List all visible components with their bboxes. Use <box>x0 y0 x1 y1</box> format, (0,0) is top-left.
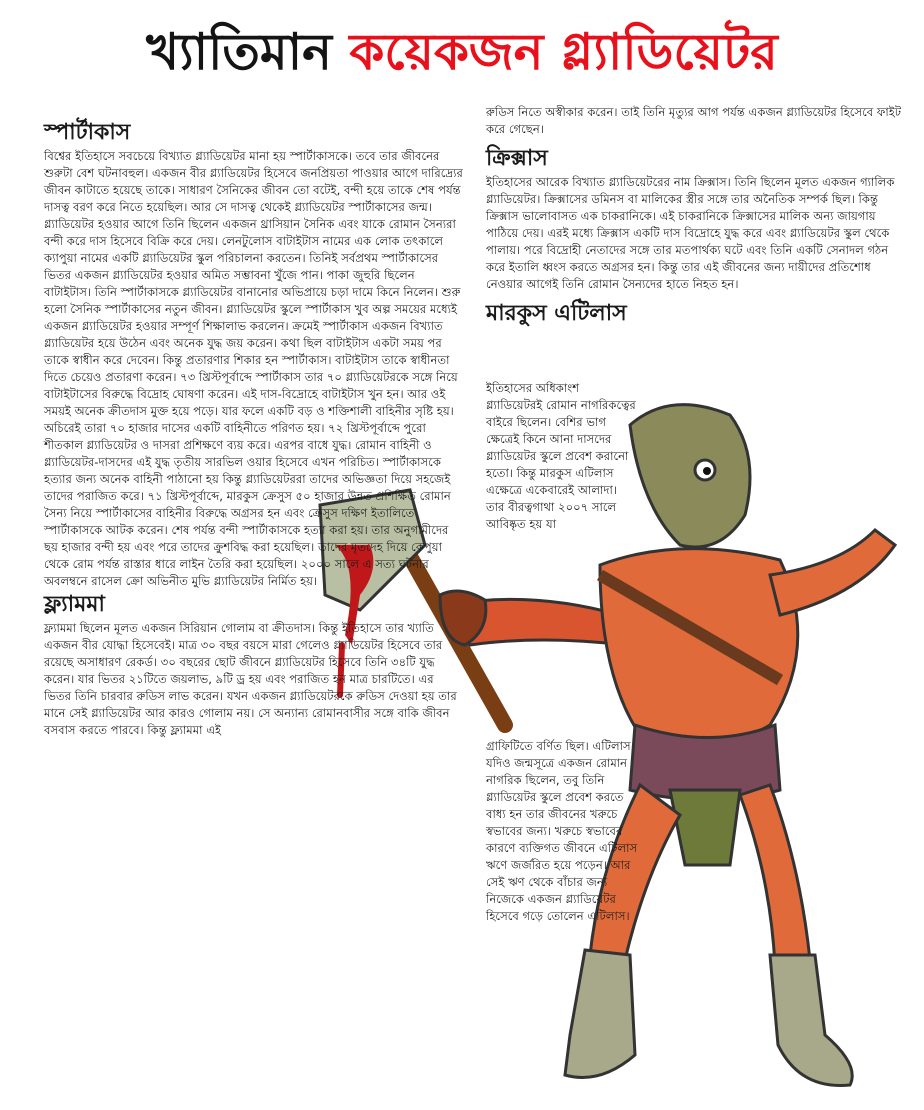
marcus-text-block <box>486 380 636 533</box>
text-spartacus: বিশ্বের ইতিহাসে সবচেয়ে বিখ্যাত গ্ল্যাডিয়েটর মানা হয় স্পার্টাকাসকে। তবে তার জীবনের শুরুটা বেশ ঘটনাবহুল। একজন বীর গ্ল্যাডিয়েটর হিসেবে জনপ্রিয়তা পাওয়ার আগে দারিদ্র্যের জীবন কাটাতে হয়েছে তাকে। সাধারণ সৈনিকের জীবন তো বটেই, বন্দী হয়ে তাকে শেষ পর্যন্ত দাসত্ব বরণ করে নিতে হয়েছিল। আর সে দাসত্ব থেকেই গ্ল্যাডিয়েটর স্পার্টাকাসের জন্ম। গ্ল্যাডিয়েটর হওয়ার আগে তিনি ছিলেন একজন থ্রাসিয়ান সৈনিক এবং যাকে রোমান সৈন্যরা বন্দী করে দাস হিসেবে বিক্রি করে দেয়। লেনটুলোস বাটাইটাস নামের এক লোক তৎকালে ক্যাপুয়া নামের একটি গ্ল্যাডিয়েটর স্কুল পরিচালনা করতেন। তিনিই সর্বপ্রথম স্পার্টাকাসের ভিতর একজন গ্ল্যাডিয়েটর হওয়ার অমিত সম্ভাবনা খুঁজে পান। পাকা জুহুরি ছিলেন বাটাইটাস। তিনি স্পার্টাকাসকে গ্ল্যাডিয়েটর বানানোর অভিপ্রায়ে চড়া দামে কিনে নিলেন। শুরু হলো সৈনিক স্পার্টাকাসের নতুন জীবন। গ্ল্যাডিয়েটর স্কুলে স্পার্টাকাস খুব অল্প সময়ের মধ্যেই একজন গ্ল্যাডিয়েটর হওয়ার সম্পূর্ণ শিক্ষালাভ করলেন। ক্রমেই স্পার্টাকাস একজন বিখ্যাত গ্ল্যাডিয়েটর হয়ে উঠেন এবং অনেক যুদ্ধ জয় করেন। কথা ছিল বাটাইটাস একটা সময় পর তাকে স্বাধীন করে দেবেন। কিন্তু প্রতারণার শিকার হন স্পার্টাকাস। বাটাইটাস তাকে স্বাধীনতা দিতে চেয়েও প্রতারণা করেন। ৭৩ খ্রিস্টপূর্বাব্দে স্পার্টাকাস তার ৭০ গ্ল্যাডিয়েটরকে সঙ্গে নিয়ে বাটাইটাসের বিরুদ্ধে বিদ্রোহ ঘোষণা করেন। এই দাস-বিদ্রোহে বাটাইটাস খুন হন। আর ওই সময়ই অনেক ক্রীতদাস মুক্ত হয়ে পড়ে। যার ফলে একটি বড় ও শক্তিশালী বাহিনীর সৃষ্টি হয়। অচিরেই তারা ৭০ হাজার দাসের একটি বাহিনীতে পরিণত হয়। ৭২ খ্রিস্টপূর্বাব্দে পুরো শীতকাল গ্ল্যাডিয়েটর ও দাসরা প্রশিক্ষণে ব্যয় করে। এরপর বাধে যুদ্ধ। রোমান বাহিনী ও গ্ল্যাডিয়েটর-দাসদের এই যুদ্ধ তৃতীয় সারভিল ওয়ার হিসেবে এখন পরিচিত। স্পার্টাকাসকে হত্যার জন্য অনেক বাহিনী পাঠানো হয় কিন্তু গ্ল্যাডিয়েটররা তাদের অভিজ্ঞতা দিয়ে সহজেই তাদের পরাজিত করে। ৭১ খ্রিস্টপূর্বাব্দে, মারকুস ক্রেসুস ৫০ হাজার উন্নত প্রশিক্ষিত রোমান সৈন্য নিয়ে স্পার্টাকাসের বাহিনীর বিরুদ্ধে অগ্রসর হন এবং ক্রেসুস দক্ষিণ ইতালিতে স্পার্টাকাসকে আটক করেন। শেষ পর্যন্ত বন্দী স্পার্টাকাসকে হত্যা করা হয়। তার অনুগামীদের ছয় হাজার বন্দী হয় এবং পরে তাদের ক্রুশবিদ্ধ করা হয়েছিল। তাদের মৃতদেহ দিয়ে কেপুয়া থেকে রোম পর্যন্ত রাস্তার ধারে লাইন তৈরি করা হয়েছিল। ২০০০ সালে এ সত্য ঘটনার অবলম্বনে রাসেল ক্রো অভিনীত মুভি গ্ল্যাডিয়েটর নির্মিত হয়। <box>44 149 463 588</box>
heading-marcus: মারকুস এটিলাস <box>486 301 627 326</box>
page-title <box>0 12 924 92</box>
text-flamma: ফ্ল্যামমা ছিলেন মূলত একজন সিরিয়ান গোলাম বা ক্রীতদাস। কিন্তু ইতিহাসে তার খ্যাতি একজন বীর যোদ্ধা হিসেবেই। মাত্র ৩০ বছর বয়সে মারা গেলেও গ্ল্যাডিয়েটর হিসেবে তার রয়েছে অসাধারণ রেকর্ড। ৩০ বছরের ছোট জীবনে গ্ল্যাডিয়েটর হিসেবে তিনি ৩৪টি যুদ্ধ করেন। যার ভিতর ২১টিতে জয়লাভ, ৯টি ড্র হয় এবং পরাজিত হন মাত্র চারটিতে। এর ভিতর তিনি চারবার রুডিস লাভ করেন। যখন একজন গ্ল্যাডিয়েটরকে রুডিস দেওয়া হয় তার মানে সেই গ্ল্যাডিয়েটর আর কারও গোলাম নয়। সে অন্যান্য রোমানবাসীর সঙ্গে বাকি জীবন বসবাস করতে পারবে। কিন্তু ফ্ল্যামমা এই <box>44 621 457 737</box>
text-crixus: ইতিহাসের আরেক বিখ্যাত গ্ল্যাডিয়েটরের নাম ক্রিক্সাস। তিনি ছিলেন মূলত একজন গ্যালিক গ্ল্যাডিয়েটর। ক্রিক্সাসের ডমিনস বা মালিকের স্ত্রীর সঙ্গে তার অনৈতিক সম্পর্ক ছিল। কিন্তু ক্রিক্সাস ভালোবাসত এক চাকরানিকে। এই চাকরানিকে ক্রিক্সাসের মালিক অন্য জায়গায় পাঠিয়ে দেয়। এরই মধ্যে ক্রিক্সাস একটি দাস বিদ্রোহে যুদ্ধ করে এবং গ্ল্যাডিয়েটর স্কুল থেকে পালায়। পরে বিদ্রোহী নেতাদের সঙ্গে তার মতপার্থক্য ঘটে এবং তিনি একটি সেনাদল গঠন করে ইতালি ধ্বংস করতে অগ্রসর হন। কিন্তু তার এই জীবনের জন্য দায়ীদের প্রতিশোধ নেওয়ার আগেই তিনি রোমান সৈন্যদের হাতে নিহত হন। <box>486 175 895 291</box>
right-column <box>486 104 902 329</box>
title-part-red: কয়েকজন গ্ল্যাডিয়েটর <box>349 23 778 81</box>
heading-spartacus: স্পার্টাকাস <box>44 120 131 145</box>
text-marcus-continued: গ্রাফিটিতে বর্ণিত ছিল। এটিলাস যদিও জন্মসূত্রে একজন রোমান নাগরিক ছিলেন, তবু তিনি গ্ল্যাডিয়েটর স্কুলে প্রবেশ করতে বাধ্য হন তার জীবনের খরুচে স্বভাবের জন্য। খরুচে স্বভাবের কারণে ব্যক্তিগত জীবনে এটিলাস ঋণে জর্জরিত হয়ে পড়েন। আর সেই ঋণ থেকে বাঁচার জন্য নিজেকে একজন গ্ল্যাডিয়েটর হিসেবে গড়ে তোলেন এটিলাস। <box>486 739 638 923</box>
heading-crixus: ক্রিক্সাস <box>486 146 548 171</box>
marcus-text-continued-block <box>486 738 644 925</box>
helmet-icon <box>630 405 750 547</box>
title-part-dark: খ্যাতিমান <box>146 23 332 81</box>
text-flamma-continued: রুডিস নিতে অস্বীকার করেন। তাই তিনি মৃত্যুর আগ পর্যন্ত একজন গ্ল্যাডিয়েটর হিসেবে ফাইট করে গেছেন। <box>486 105 902 136</box>
heading-flamma: ফ্ল্যামমা <box>44 592 105 617</box>
left-column <box>44 118 464 739</box>
text-marcus: ইতিহাসের অধিকাংশ গ্ল্যাডিয়েটরই রোমান নাগরিকত্বের বাইরে ছিলেন। বেশির ভাগ ক্ষেত্রেই কিনে আনা দাসদের গ্ল্যাডিয়েটর স্কুলে প্রবেশ করানো হতো। কিন্তু মারকুস এটিলাস এক্ষেত্রে একেবারেই আলাদা। তার বীরত্বগাথা ২০০৭ সালে আবিষ্কৃত হয় যা <box>486 381 636 531</box>
